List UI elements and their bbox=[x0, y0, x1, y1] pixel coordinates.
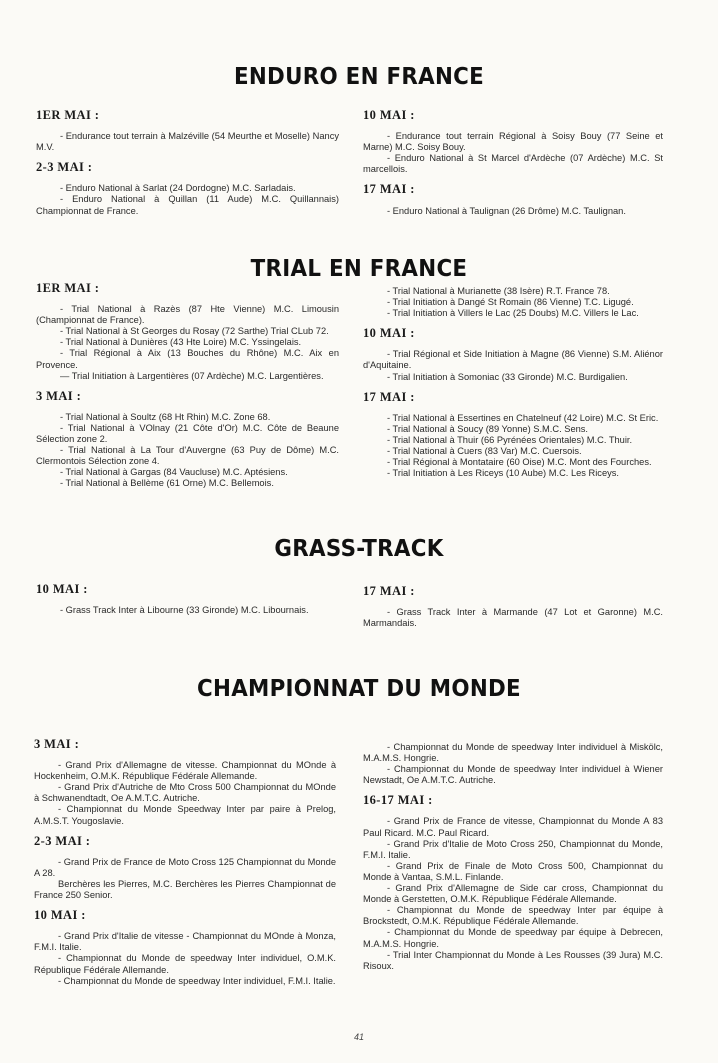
event-list bbox=[363, 206, 663, 217]
event-date: 17 MAI : bbox=[363, 584, 415, 598]
event-entry: - Grand Prix de France de Moto Cross 125 Championnat du Monde A 28. bbox=[34, 856, 336, 878]
event-list bbox=[363, 816, 663, 971]
event-entry: - Grass Track Inter à Libourne (33 Gironde) M.C. Libournais. bbox=[60, 605, 309, 616]
event-list bbox=[363, 286, 663, 319]
event-list bbox=[363, 349, 663, 382]
monde-left-column bbox=[34, 739, 336, 996]
event-entry: - Trial National à Essertines en Chatelneuf (42 Loire) M.C. St Eric. bbox=[387, 412, 659, 423]
event-list bbox=[34, 760, 336, 827]
event-date: 2-3 MAI : bbox=[36, 160, 93, 175]
event-entry: - Grand Prix d'Allemagne de vitesse. Championnat du MOnde à Hockenheim, O.M.K. République Fédérale Allemande. bbox=[34, 760, 336, 782]
page-number: 41 bbox=[353, 1032, 364, 1042]
event-entry: - Trial Régional à Aix (13 Bouches du Rhône) M.C. Aix en Provence. bbox=[36, 348, 339, 370]
event-entry: - Trial National à Cuers (83 Var) M.C. Cuersois. bbox=[387, 446, 582, 457]
event-entry: - Trial National à St Georges du Rosay (72 Sarthe) Trial CLub 72. bbox=[60, 326, 329, 337]
event-entry: - Championnat du Monde de speedway Inter individuel à Wiener Newstadt, Oe A.M.T.C. Autriche. bbox=[363, 764, 663, 786]
event-list bbox=[363, 131, 663, 175]
trial-heading: TRIAL EN FRANCE bbox=[250, 256, 468, 282]
event-entry: - Trial Initiation à Villers le Lac (25 Doubs) M.C. Villers le Lac. bbox=[387, 308, 639, 319]
trial-right-column bbox=[363, 286, 663, 488]
event-entry: - Trial National à VOlnay (21 Côte d'Or) M.C. Côte de Beaune Sélection zone 2. bbox=[36, 422, 339, 445]
enduro-heading: ENDURO EN FRANCE bbox=[233, 64, 484, 90]
event-entry: - Enduro National à St Marcel d'Ardèche (07 Ardèche) M.C. St marcellois. bbox=[363, 153, 663, 175]
event-entry: - Enduro National à Taulignan (26 Drôme) M.C. Taulignan. bbox=[387, 205, 626, 216]
trial-left-column bbox=[36, 283, 339, 499]
event-date: 10 MAI : bbox=[36, 582, 88, 596]
enduro-right-column bbox=[363, 110, 663, 226]
event-list bbox=[363, 742, 663, 786]
event-entry: - Grass Track Inter à Marmande (47 Lot et Garonne) M.C. Marmandais. bbox=[363, 607, 663, 629]
event-list bbox=[363, 607, 663, 629]
event-date: 17 MAI : bbox=[363, 182, 415, 197]
event-list bbox=[36, 304, 339, 382]
event-entry: - Trial National à Soultz (68 Ht Rhin) M.C. Zone 68. bbox=[60, 411, 271, 422]
event-entry: - Trial Inter Championnat du Monde à Les Rousses (39 Jura) M.C. Risoux. bbox=[363, 949, 663, 971]
event-entry: - Trial Initiation à Somoniac (33 Gironde) M.C. Burdigalien. bbox=[387, 371, 628, 382]
grass-track-heading: GRASS-TRACK bbox=[274, 536, 444, 562]
event-date: 10 MAI : bbox=[34, 908, 86, 923]
event-entry: - Championnat du Monde de speedway par équipe à Debrecen, M.A.M.S. Hongrie. bbox=[363, 927, 663, 949]
event-date: 3 MAI : bbox=[34, 737, 80, 751]
event-entry: - Championnat du Monde de speedway Inter par équipe à Brockstedt, O.M.K. République Fédérale Allemande. bbox=[363, 905, 663, 927]
grass-right-column bbox=[363, 586, 663, 638]
event-entry: - Championnat du Monde Speedway Inter par paire à Prelog, A.M.S.T. Yougoslavie. bbox=[34, 804, 336, 826]
event-entry: - Championnat du Monde de speedway Inter individuel, F.M.I. Italie. bbox=[58, 975, 336, 986]
event-entry: - Championnat du Monde de speedway Inter individuel à Miskölc, M.A.M.S. Hongrie. bbox=[363, 742, 663, 764]
event-date: 3 MAI : bbox=[36, 388, 82, 403]
event-entry: - Grand Prix d'Allemagne de Side car cross, Championnat du Monde à Gerstetten, O.M.K. République Fédérale Allemande. bbox=[363, 883, 663, 905]
event-list bbox=[36, 183, 339, 216]
grass-left-column bbox=[36, 584, 336, 625]
event-list bbox=[36, 131, 339, 153]
event-entry: - Grand Prix d'Autriche de Mto Cross 500 Championnat du MOnde à Schwanendtadt, Oe A.M.T.C. Autriche. bbox=[34, 782, 336, 804]
event-entry: - Endurance tout terrain Régional à Soisy Bouy (77 Seine et Marne) M.C. Soisy Bouy. bbox=[363, 131, 663, 153]
event-entry: - Trial National à Dunières (43 Hte Loire) M.C. Yssingelais. bbox=[60, 337, 302, 348]
event-entry: - Trial National à Razès (87 Hte Vienne) M.C. Limousin (Championnat de France). bbox=[36, 304, 339, 326]
enduro-left-column bbox=[36, 110, 339, 226]
event-entry: - Endurance tout terrain à Malzéville (54 Meurthe et Moselle) Nancy M.V. bbox=[36, 131, 339, 153]
event-date: 1ER MAI : bbox=[36, 108, 100, 122]
event-entry: - Trial National à Bellème (61 Orne) M.C. Bellemois. bbox=[60, 478, 274, 489]
event-entry: - Trial National à Murianette (38 Isère) R.T. France 78. bbox=[387, 286, 610, 296]
event-list bbox=[34, 857, 336, 901]
event-entry: - Grand Prix d'Italie de Moto Cross 250, Championnat du Monde, F.M.I. Italie. bbox=[363, 838, 663, 860]
event-list bbox=[34, 931, 336, 986]
event-entry: - Grand Prix de France de vitesse, Championnat du Monde A 83 Paul Ricard. M.C. Paul Ricard. bbox=[363, 816, 663, 838]
event-list bbox=[36, 605, 336, 616]
monde-right-column bbox=[363, 742, 663, 981]
event-date: 1ER MAI : bbox=[36, 281, 100, 295]
event-entry: - Grand Prix d'Italie de vitesse - Championnat du MOnde à Monza, F.M.I. Italie. bbox=[34, 931, 336, 953]
event-entry: - Championnat du Monde de speedway Inter individuel, O.M.K. République Fédérale Allemande. bbox=[34, 953, 336, 975]
event-entry: - Trial Initiation à Les Riceys (10 Aube) M.C. Les Riceys. bbox=[387, 468, 619, 479]
event-list bbox=[36, 412, 339, 490]
event-entry: - Trial National à Soucy (89 Yonne) S.M.C. Sens. bbox=[387, 423, 589, 434]
event-date: 10 MAI : bbox=[363, 326, 415, 341]
event-entry: - Trial National à La Tour d'Auvergne (63 Puy de Dôme) M.C. Clermontois Sélection zone 4. bbox=[36, 445, 339, 467]
event-entry: - Grand Prix de Finale de Moto Cross 500, Championnat du Monde à Vantaa, S.M.L. Finlande. bbox=[363, 860, 663, 882]
event-entry: - Trial National à Thuir (66 Pyrénées Orientales) M.C. Thuir. bbox=[387, 434, 633, 445]
event-entry: - Trial National à Gargas (84 Vaucluse) M.C. Aptésiens. bbox=[60, 467, 288, 478]
championnat-heading: CHAMPIONNAT DU MONDE bbox=[197, 676, 521, 702]
event-entry: — Trial Initiation à Largentières (07 Ardèche) M.C. Largentières. bbox=[60, 370, 324, 381]
event-entry: - Enduro National à Sarlat (24 Dordogne) M.C. Sarladais. bbox=[60, 183, 296, 194]
event-date: 16-17 MAI : bbox=[363, 793, 433, 808]
event-entry: - Trial Régional et Side Initiation à Magne (86 Vienne) S.M. Aliénor d'Aquitaine. bbox=[363, 349, 663, 371]
event-entry: - Enduro National à Quillan (11 Aude) M.C. Quillannais) Championnat de France. bbox=[36, 194, 339, 216]
event-entry: - Trial Régional à Montataire (60 Oise) M.C. Mont des Fourches. bbox=[387, 457, 652, 468]
event-entry: - Trial Initiation à Dangé St Romain (86 Vienne) T.C. Ligugé. bbox=[387, 297, 634, 308]
event-list bbox=[363, 413, 663, 480]
event-date: 10 MAI : bbox=[363, 108, 415, 122]
event-date: 17 MAI : bbox=[363, 389, 415, 404]
event-entry: Berchères les Pierres, M.C. Berchères les Pierres Championnat de France 250 Senior. bbox=[34, 878, 336, 901]
event-date: 2-3 MAI : bbox=[34, 833, 91, 848]
